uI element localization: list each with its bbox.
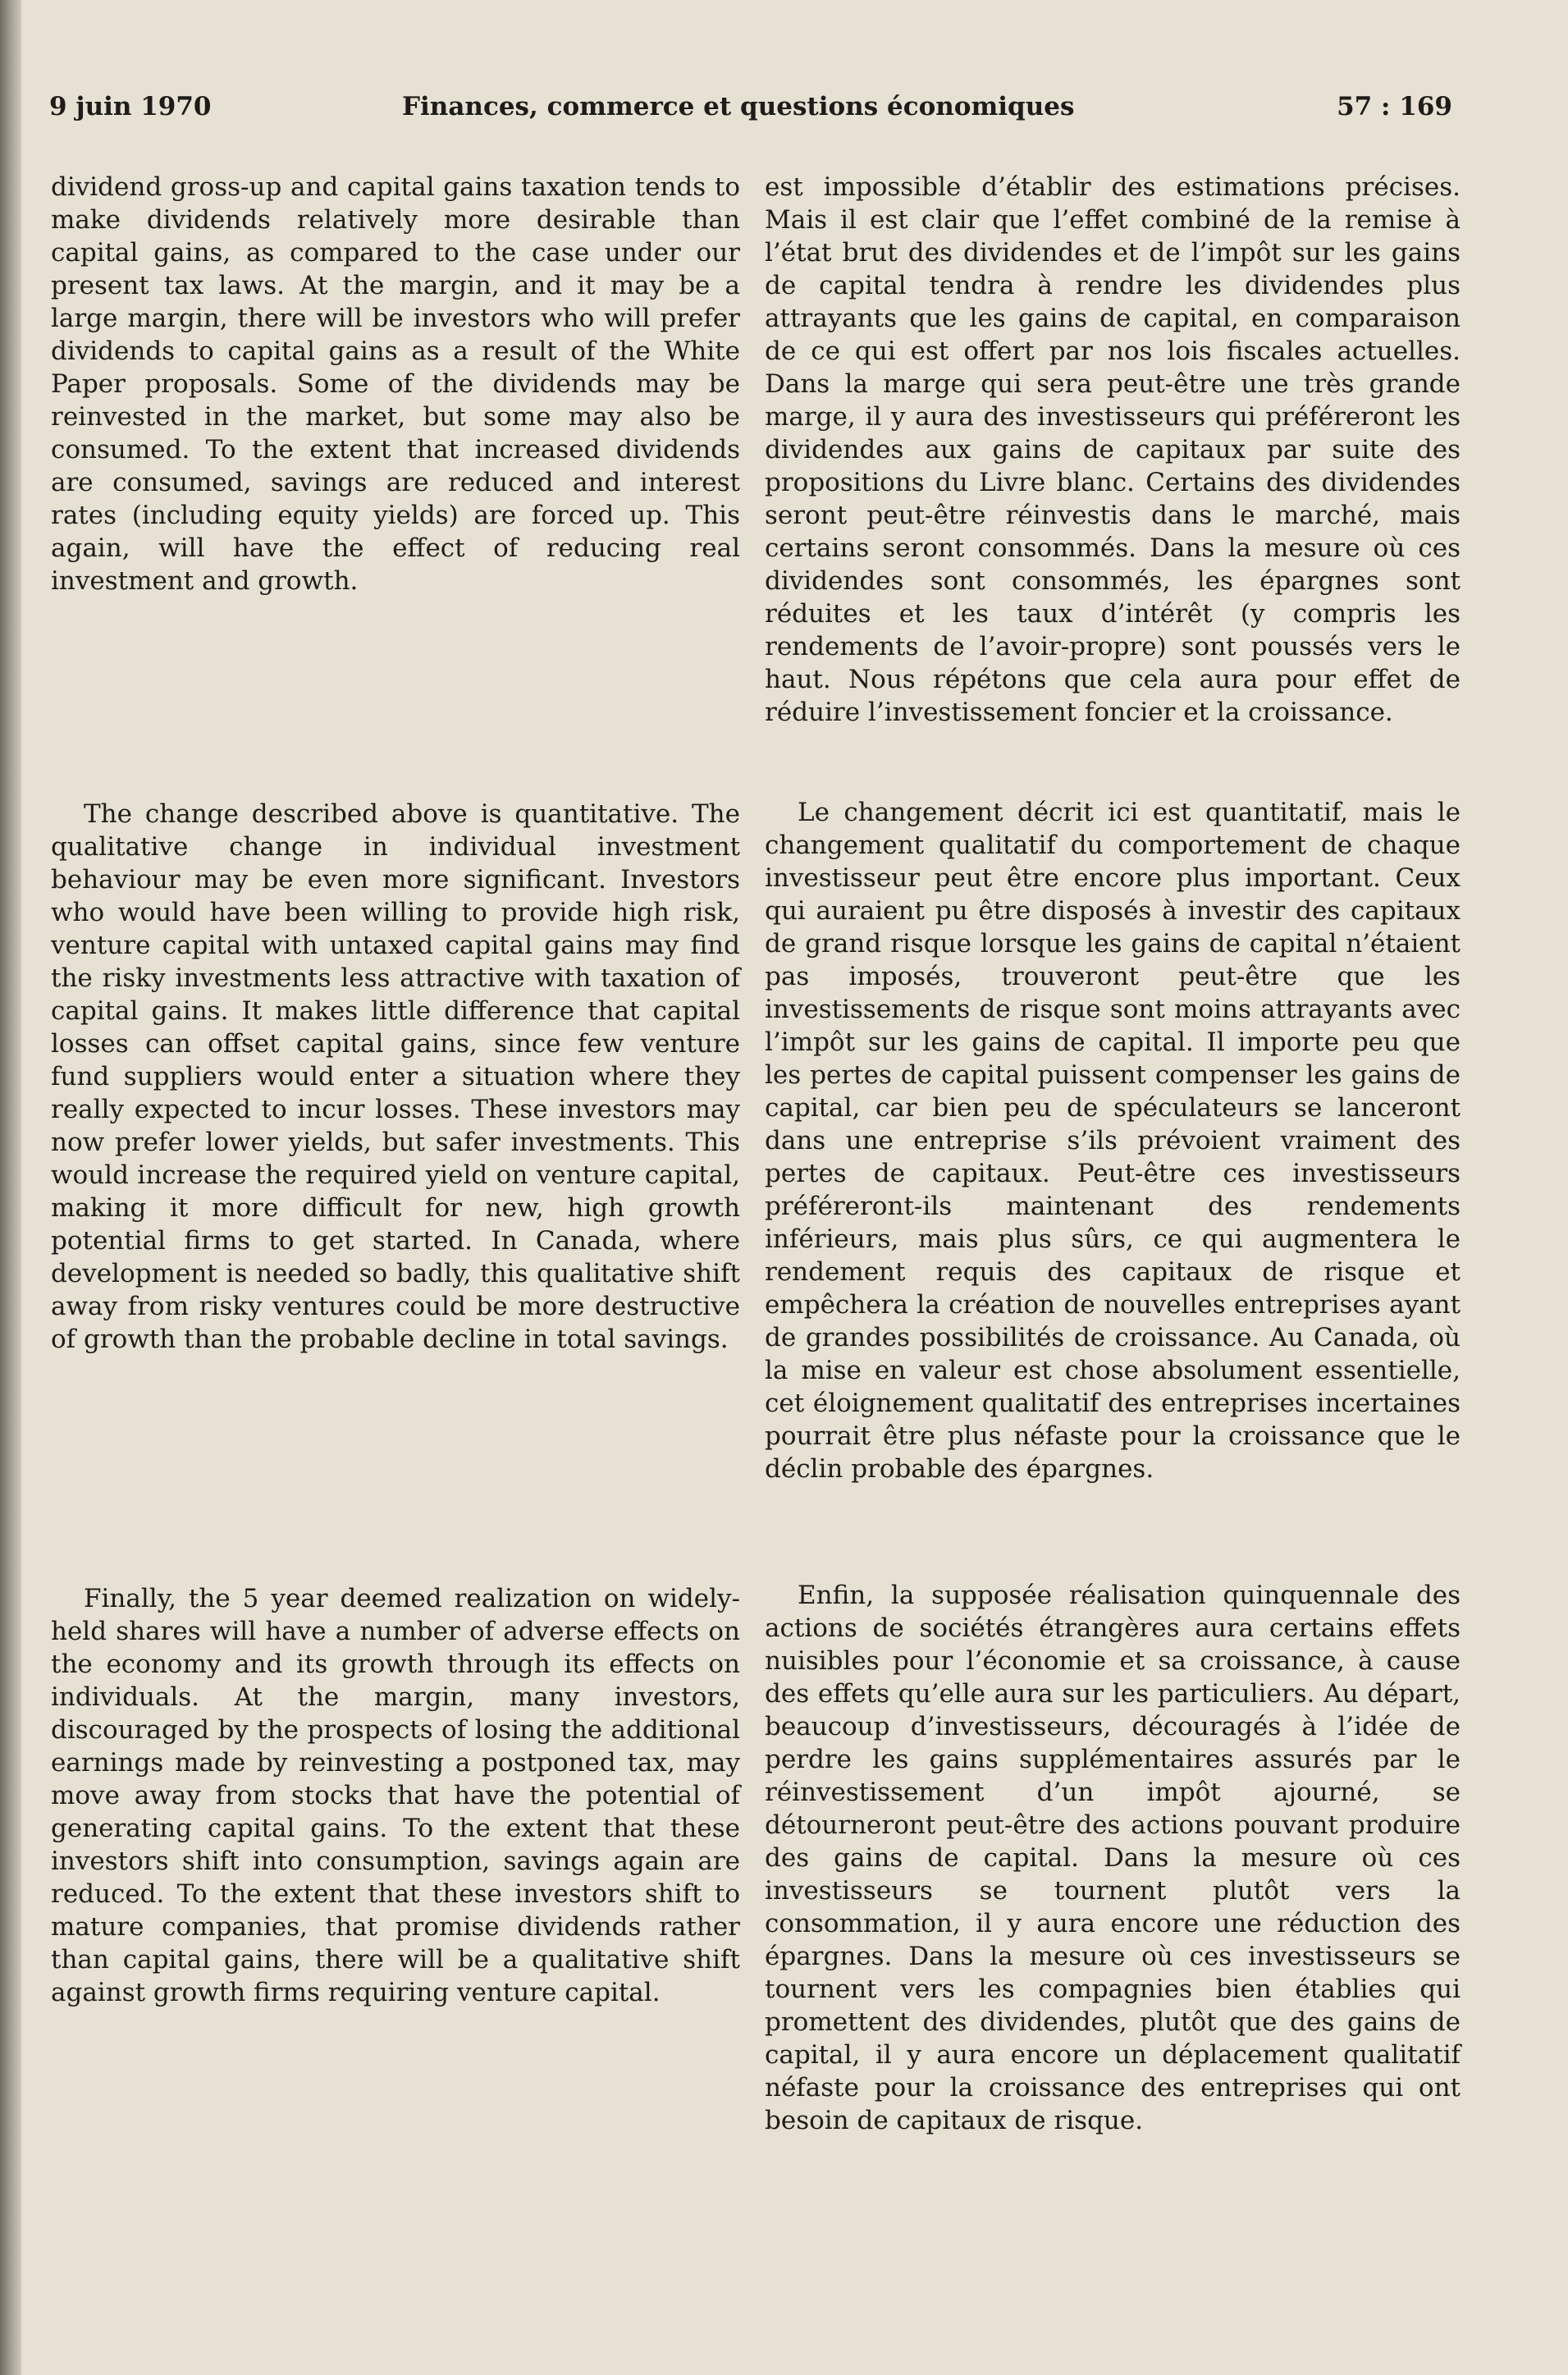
french-paragraph-2: Le changement décrit ici est quantitatif, mais le changement qualitatif du comportement de chaque investisseur peut être encore plus important. Ceux qui auraient pu être disposés à investir des capitaux de grand risque lorsque les gains de capital n’étaient pas imposés, trouveront peut-être que les investissements de risque sont moins attrayants avec l’impôt sur les gains de capital. Il importe peu que les pertes de capital puissent compenser les gains de capital, car bien peu de spéculateurs se lanceront dans une entreprise s’ils prévoient vraiment des pertes de capitaux. Peut-être ces investisseurs préféreront-ils maintenant des rendements inférieurs, mais plus sûrs, ce qui augmentera le rendement requis des capitaux de risque et empêchera la création de nouvelles entreprises ayant de grandes possibilités de croissance. Au Canada, où la mise en valeur est chose absolument essentielle, cet éloignement qualitatif des entreprises incertaines pourrait être plus néfaste pour la croissance que le déclin probable des épargnes. [765, 798, 1461, 1484]
english-paragraph-2: The change described above is quantitative. The qualitative change in individual investment behaviour may be even more significant. Investors who would have been willing to provide high risk, venture capital with untaxed capital gains may find the risky investments less attractive with taxation of capital gains. It makes little difference that capital losses can offset capital gains, since few venture fund suppliers would enter a situation where they really expected to incur losses. These investors may now prefer lower yields, but safer investments. This would increase the required yield on venture capital, making it more difficult for new, high growth potential firms to get started. In Canada, where development is needed so badly, this qualitative shift away from risky ventures could be more destructive of growth than the probable decline in total savings. [51, 799, 740, 1354]
header-title: Finances, commerce et questions économiques [402, 92, 1075, 121]
english-paragraph-1: dividend gross-up and capital gains taxation tends to make dividends relatively more desirable than capital gains, as compared to the case under our present tax laws. At the margin, and it may be a large margin, there will be investors who will prefer dividends to capital gains as a result of the White Paper proposals. Some of the dividends may be reinvested in the market, but some may also be consumed. To the extent that increased dividends are consumed, savings are reduced and interest rates (including equity yields) are forced up. This again, will have the effect of reducing real investment and growth. [51, 172, 740, 596]
french-paragraph-1: est impossible d’établir des estimations précises. Mais il est clair que l’effet combiné de la remise à l’état brut des dividendes et de l’impôt sur les gains de capital tendra à rendre les dividendes plus attrayants que les gains de capital, en comparaison de ce qui est offert par nos lois fiscales actuelles. Dans la marge qui sera peut-être une très grande marge, il y aura des investisseurs qui préféreront les dividendes aux gains de capitaux par suite des propositions du Livre blanc. Certains des dividendes seront peut-être réinvestis dans le marché, mais certains seront consommés. Dans la mesure où ces dividendes sont consommés, les épargnes sont réduites et les taux d’intérêt (y compris les rendements de l’avoir-propre) sont poussés vers le haut. Nous répétons que cela aura pour effet de réduire l’investissement foncier et la croissance. [765, 172, 1461, 727]
french-paragraph-3: Enfin, la supposée réalisation quinquennale des actions de sociétés étrangères aura certains effets nuisibles pour l’économie et sa croissance, à cause des effets qu’elle aura sur les particuliers. Au départ, beaucoup d’investisseurs, découragés à l’idée de perdre les gains supplémentaires assurés par le réinvestissement d’un impôt ajourné, se détourneront peut-être des actions pouvant produire des gains de capital. Dans la mesure où ces investisseurs se tournent plutôt vers la consommation, il y aura encore une réduction des épargnes. Dans la mesure où ces investisseurs se tournent vers les compagnies bien établies qui promettent des dividendes, plutôt que des gains de capital, il y aura encore un déplacement qualitatif néfaste pour la croissance des entreprises qui ont besoin de capitaux de risque. [765, 1581, 1461, 2135]
header-date: 9 juin 1970 [49, 92, 212, 121]
english-paragraph-3: Finally, the 5 year deemed realization on widely-held shares will have a number of adverse effects on the economy and its growth through its effects on individuals. At the margin, many investors, discouraged by the prospects of losing the additional earnings made by reinvesting a postponed tax, may move away from stocks that have the potential of generating capital gains. To the extent that these investors shift into consumption, savings again are reduced. To the extent that these investors shift to mature companies, that promise dividends rather than capital gains, there will be a qualitative shift against growth firms requiring venture capital. [51, 1584, 740, 2007]
header-page-number: 57 : 169 [1337, 92, 1452, 121]
book-spine-shadow [0, 0, 21, 2375]
page-header [49, 92, 1452, 133]
